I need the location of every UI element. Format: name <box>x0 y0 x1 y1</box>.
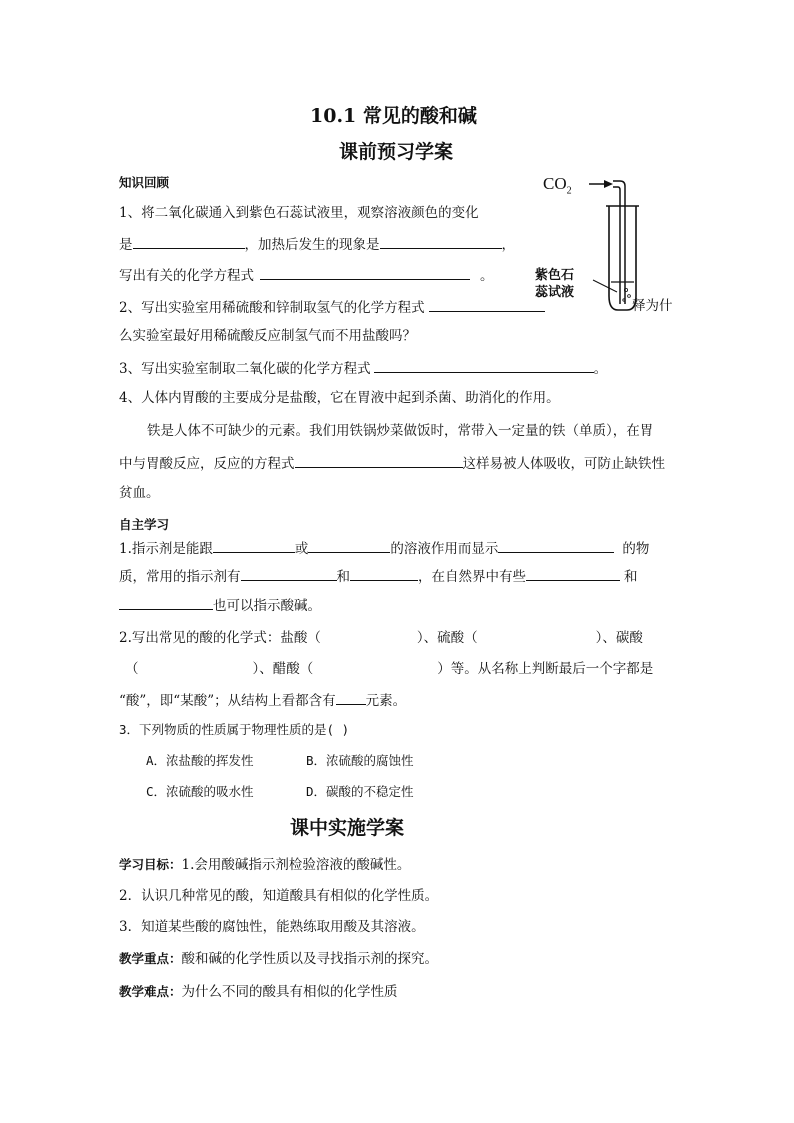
difficulties-label: 教学难点： <box>119 984 182 999</box>
q2-text-a: 2、写出实验室用稀硫酸和锌制取氢气的化学方程式 <box>119 300 425 316</box>
test-tube-figure <box>525 172 645 318</box>
s2-text-e: ）、醋酸（ <box>252 661 314 677</box>
answer-blank[interactable] <box>350 566 418 581</box>
s1-text-i: 也可以指示酸碱。 <box>213 598 321 614</box>
self-q2-line-3 <box>119 690 406 710</box>
answer-blank[interactable] <box>260 265 470 280</box>
co2-text: CO <box>543 174 567 193</box>
q1-text-b: ，加热后发生的现象是 <box>244 237 380 253</box>
section-heading-in-class: 课中实施学案 <box>290 817 405 839</box>
answer-blank[interactable] <box>498 538 614 553</box>
difficulties-text: 为什么不同的酸具有相似的化学性质 <box>181 984 398 1000</box>
goal-2: 2．认识几种常见的酸，知道酸具有相似的化学性质。 <box>119 888 439 904</box>
teaching-difficulties <box>119 983 398 1001</box>
s1-text-a: 1.指示剂是能跟 <box>119 541 213 557</box>
goal-3: 3．知道某些酸的腐蚀性，能熟练取用酸及其溶液。 <box>119 919 425 935</box>
self-q1-line-1 <box>119 538 649 558</box>
section-heading-review: 知识回顾 <box>119 175 170 190</box>
question-3 <box>119 358 607 378</box>
learning-goals <box>119 856 410 874</box>
answer-blank[interactable] <box>119 595 213 610</box>
litmus-label-line-1: 紫色石 <box>535 268 575 283</box>
question-2-line-1 <box>119 297 545 317</box>
q1-text-e: 。 <box>480 268 494 284</box>
goals-label: 学习目标： <box>119 857 182 872</box>
s2-text-a: 2.写出常见的酸的化学式：盐酸（ <box>119 630 321 646</box>
self-q2-line-1 <box>119 629 643 647</box>
self-q1-line-3 <box>119 595 321 615</box>
question-1-line-3 <box>119 265 494 285</box>
question-4-para-3: 贫血。 <box>119 485 160 501</box>
q1-text-d: 写出有关的化学方程式 <box>119 268 254 284</box>
q3-text-a: 3、写出实验室制取二氧化碳的化学方程式 <box>119 361 371 377</box>
question-4: 4、人体内胃酸的主要成分是盐酸，它在胃液中起到杀菌、助消化的作用。 <box>119 390 560 406</box>
s2-text-d: （ <box>125 661 139 677</box>
option-b[interactable]: B．浓硫酸的腐蚀性 <box>306 753 414 768</box>
answer-blank[interactable] <box>308 538 390 553</box>
teaching-key-points <box>119 950 438 968</box>
question-2-line-2: 么实验室最好用稀硫酸反应制氢气而不用盐酸吗？ <box>119 328 416 344</box>
self-q3-question: 3．下列物质的性质属于物理性质的是( ) <box>119 722 350 737</box>
question-4-para-2 <box>119 453 665 473</box>
question-4-para-1: 铁是人体不可缺少的元素。我们用铁锅炒菜做饭时，常带入一定量的铁（单质），在胃 <box>147 423 654 439</box>
answer-blank[interactable] <box>133 234 245 249</box>
self-q1-line-2 <box>119 566 638 586</box>
answer-blank[interactable] <box>374 358 594 373</box>
s1-text-g: ，在自然界中有些 <box>418 569 526 585</box>
question-1-line-1 <box>119 204 479 222</box>
answer-blank[interactable] <box>336 690 366 705</box>
question-1-line-2 <box>119 234 515 254</box>
litmus-label-line-2: 蕊试液 <box>535 285 575 300</box>
s1-text-d: 的物 <box>622 541 650 557</box>
q2-text-b: 释为什 <box>632 298 673 314</box>
s2-text-b: ）、硫酸（ <box>416 630 478 646</box>
answer-blank[interactable] <box>380 234 502 249</box>
answer-blank[interactable] <box>526 566 620 581</box>
s1-text-b: 或 <box>294 541 309 557</box>
s2-text-c: ）、碳酸 <box>595 630 643 646</box>
answer-blank[interactable] <box>295 453 463 468</box>
s1-text-e: 质，常用的指示剂有 <box>119 569 241 585</box>
q1-text-c: ， <box>501 237 515 253</box>
q4-text-b: 这样易被人体吸收，可防止缺铁性 <box>462 456 665 472</box>
q4-text-a: 中与胃酸反应，反应的方程式 <box>119 456 295 472</box>
s2-text-h: 元素。 <box>365 693 407 709</box>
q1-text-a: 是 <box>119 237 133 253</box>
key-points-label: 教学重点： <box>119 951 182 966</box>
s2-text-f: ）等。从名称上判断最后一个字都是 <box>437 661 654 677</box>
co2-subscript: 2 <box>566 185 572 197</box>
option-c[interactable]: C．浓硫酸的吸水性 <box>146 784 254 799</box>
option-d[interactable]: D．碳酸的不稳定性 <box>306 784 414 799</box>
self-q2-line-2 <box>125 660 653 678</box>
page-subtitle: 课前预习学案 <box>339 141 454 163</box>
option-a[interactable]: A．浓盐酸的挥发性 <box>146 753 254 768</box>
s2-text-g: “酸”，即“某酸”；从结构上看都含有 <box>119 693 336 709</box>
question-1-text: 1、将二氧化碳通入到紫色石蕊试液里，观察溶液颜色的变化 <box>119 205 479 221</box>
q3-text-b: 。 <box>593 361 608 377</box>
goal-1: 1.会用酸碱指示剂检验溶液的酸碱性。 <box>181 857 411 873</box>
page-title: 10.1 常见的酸和碱 <box>310 105 477 127</box>
answer-blank[interactable] <box>241 566 337 581</box>
s1-text-f: 和 <box>336 569 350 585</box>
key-points-text: 酸和碱的化学性质以及寻找指示剂的探究。 <box>181 951 439 967</box>
s1-text-c: 的溶液作用而显示 <box>390 541 499 557</box>
answer-blank[interactable] <box>213 538 295 553</box>
s1-text-h: 和 <box>624 569 638 585</box>
section-heading-self-study: 自主学习 <box>119 517 170 532</box>
